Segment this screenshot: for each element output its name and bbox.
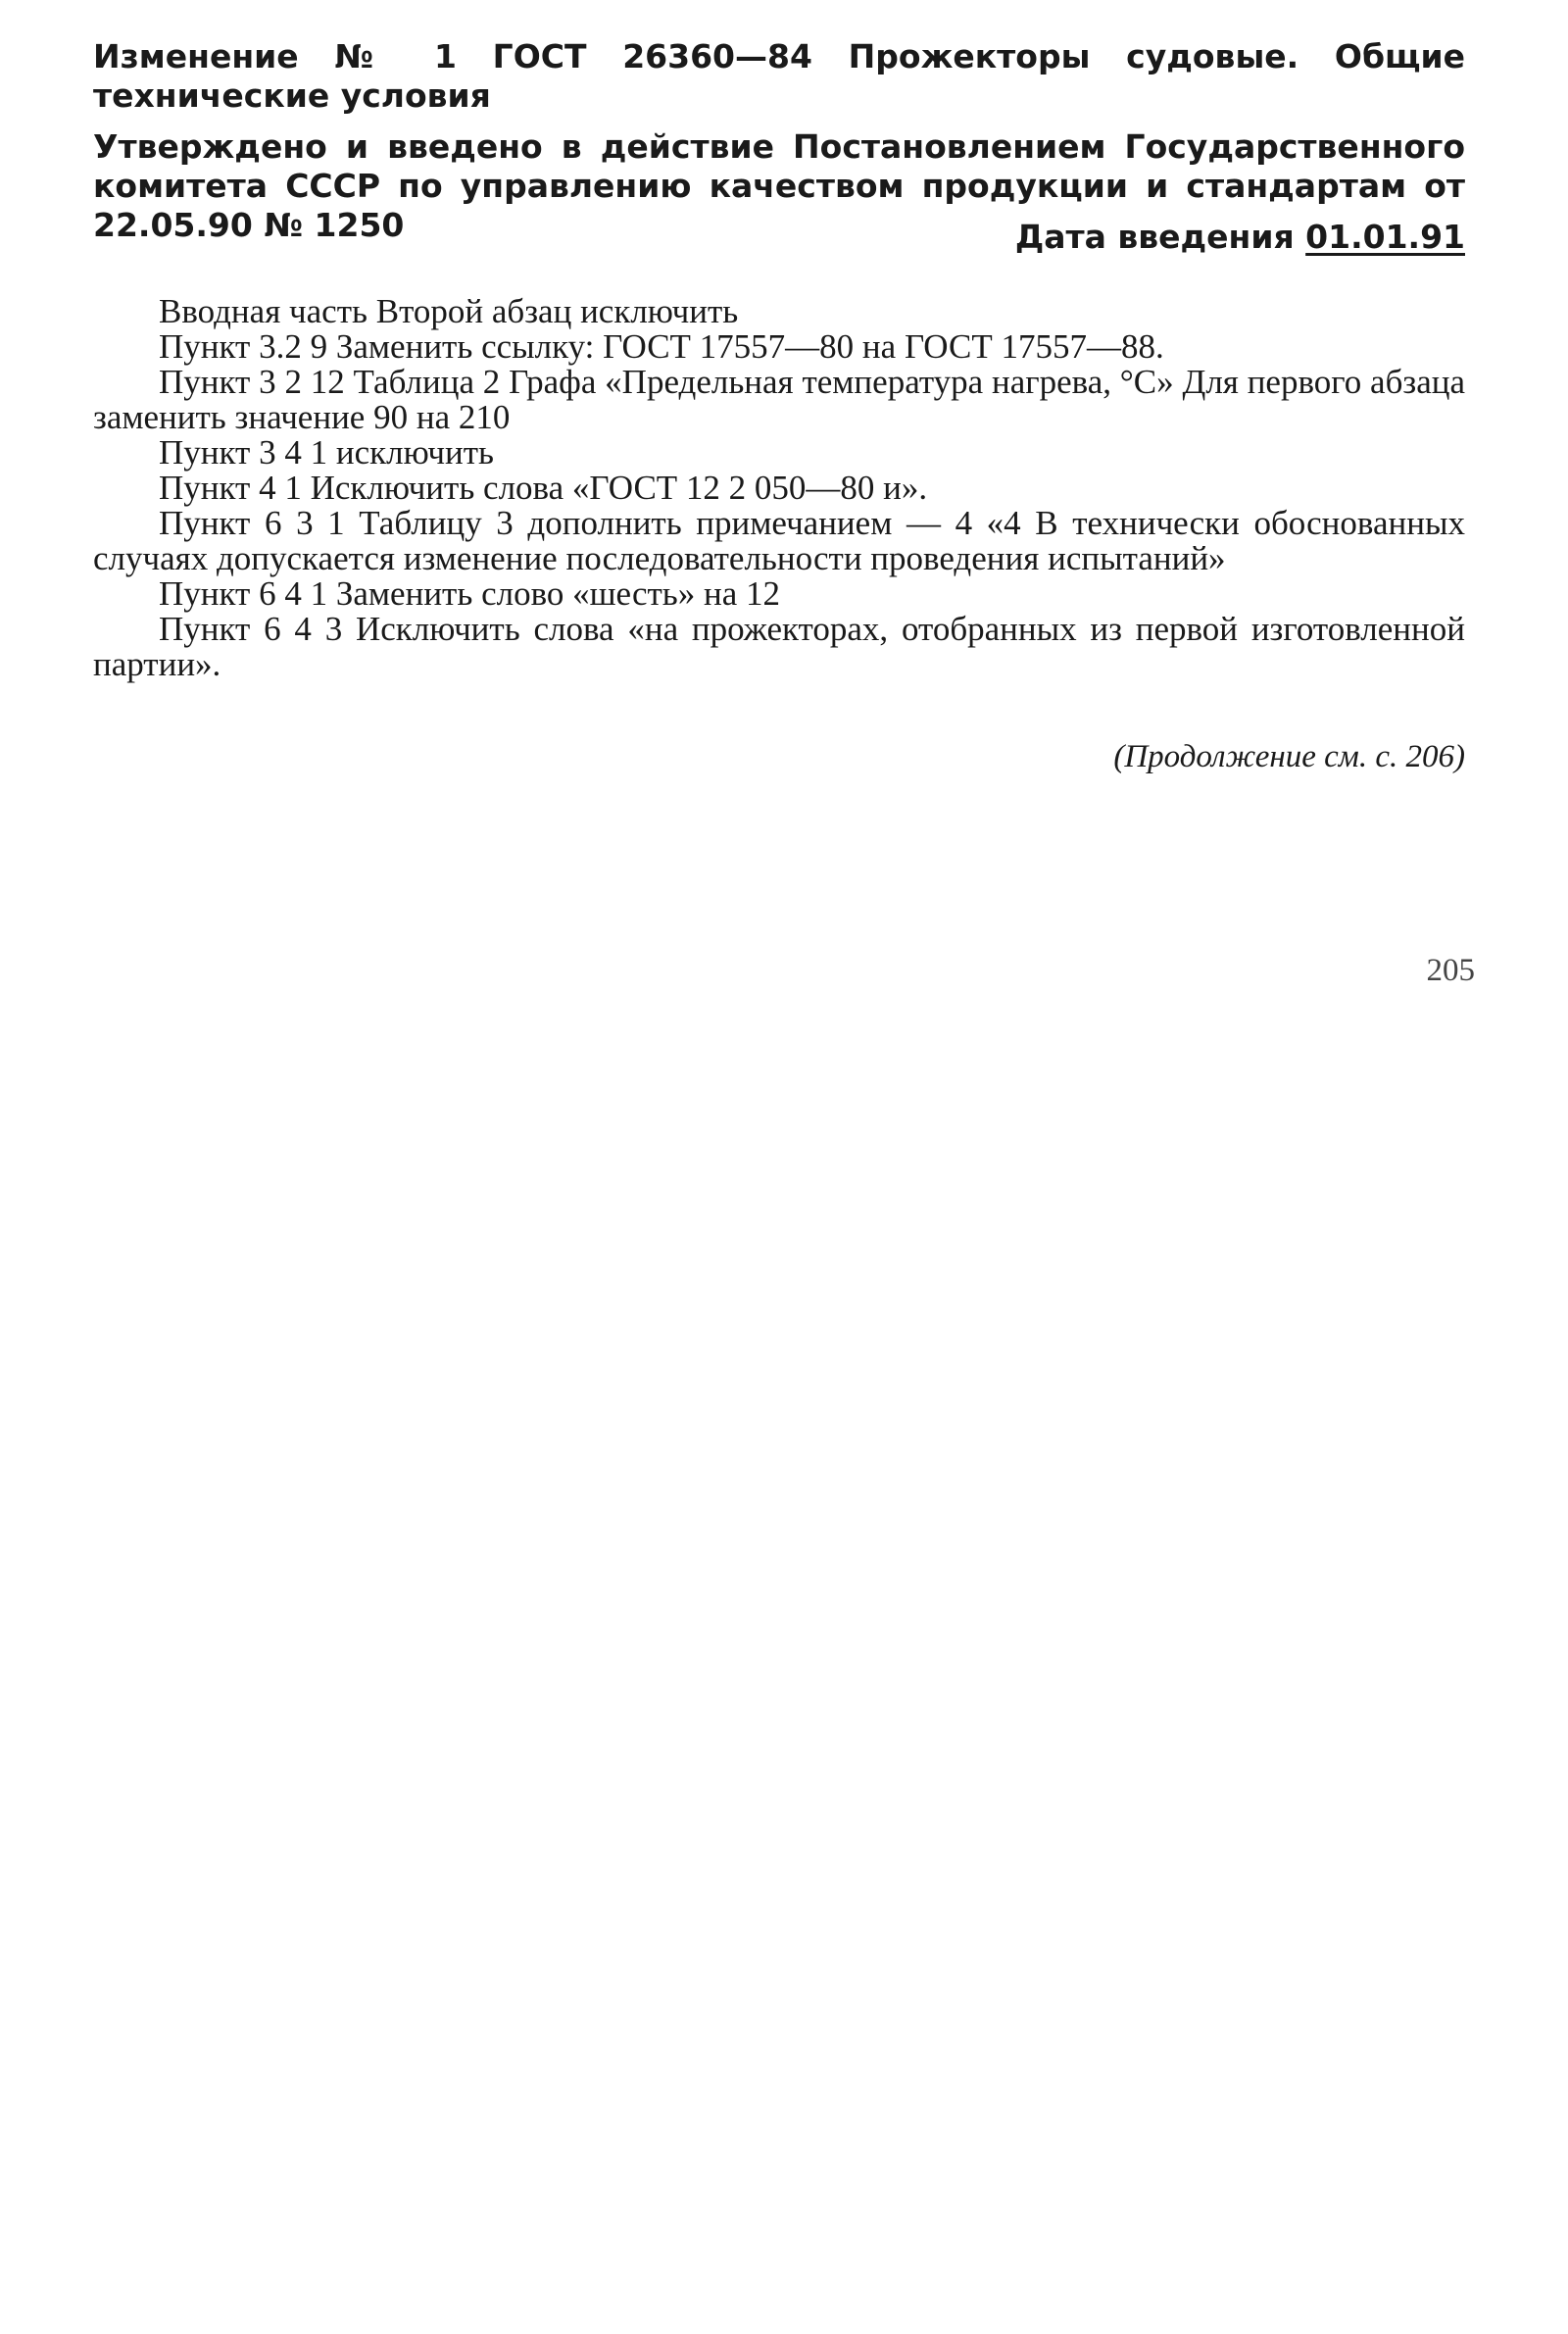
amendment-paragraph: Пункт 3.2 9 Заменить ссылку: ГОСТ 17557—80 на ГОСТ 17557—88. <box>159 327 1164 366</box>
effective-date <box>1015 218 1465 257</box>
page-number: 205 <box>1426 953 1475 988</box>
amendment-paragraph: Пункт 3 4 1 исключить <box>159 433 494 472</box>
effective-date-label: Дата введения <box>1014 218 1295 256</box>
amendment-paragraph: Пункт 6 3 1 Таблицу 3 дополнить примечанием — 4 «4 В технически обоснованных случаях допускается изменение последовательности проведения испытаний» <box>93 504 1465 577</box>
amendment-paragraph: Пункт 3 2 12 Таблица 2 Графа «Предельная температура нагрева, °С» Для первого абзаца заменить значение 90 на 210 <box>93 363 1465 436</box>
continuation-note: (Продолжение см. с. 206) <box>1113 739 1465 774</box>
document-title: Изменение № 1 ГОСТ 26360—84 Прожекторы судовые. Общие технические условия <box>93 37 1465 115</box>
approval-statement: Утверждено и введено в действие Постановлением Государственного комитета СССР по управлению качеством продукции и стандартам от 22.05.90 № 1250 <box>93 127 1465 244</box>
amendment-paragraph: Пункт 6 4 3 Исключить слова «на прожекторах, отобранных из первой изготовленной партии». <box>93 610 1465 683</box>
amendment-body <box>93 294 1465 682</box>
amendment-paragraph: Пункт 6 4 1 Заменить слово «шесть» на 12 <box>159 574 781 613</box>
effective-date-value: 01.01.91 <box>1305 218 1465 256</box>
amendment-paragraph: Вводная часть Второй абзац исключить <box>159 292 739 330</box>
amendment-paragraph: Пункт 4 1 Исключить слова «ГОСТ 12 2 050—80 и». <box>159 469 928 507</box>
